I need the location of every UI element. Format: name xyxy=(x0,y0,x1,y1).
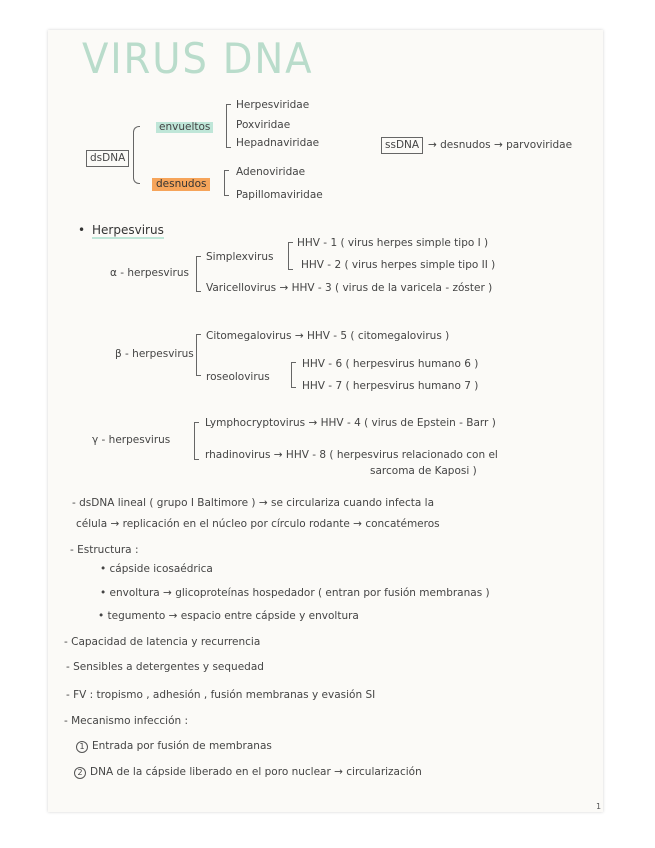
rhadinovirus-item: rhadinovirus → HHV - 8 ( herpesvirus relacionado con el xyxy=(205,449,498,461)
note-sensibles: - Sensibles a detergentes y sequedad xyxy=(66,661,264,673)
alpha-label: α - herpesvirus xyxy=(110,267,189,279)
note-capside: • cápside icosaédrica xyxy=(100,563,213,575)
hhv2-item: HHV - 2 ( virus herpes simple tipo II ) xyxy=(301,259,496,271)
note-dsdna-line2: célula → replicación en el núcleo por círculo rodante → concatémeros xyxy=(76,518,440,530)
page-title: VIRUS DNA xyxy=(82,34,314,83)
herpes-bullet: • xyxy=(78,223,86,237)
roseolovirus: roseolovirus xyxy=(206,371,270,383)
simplexvirus: Simplexvirus xyxy=(206,251,274,263)
hhv7-item: HHV - 7 ( herpesvirus humano 7 ) xyxy=(302,380,479,392)
note-mecanismo: - Mecanismo infección : xyxy=(64,715,189,727)
lymphocryptovirus-item: Lymphocryptovirus → HHV - 4 ( virus de Epstein - Barr ) xyxy=(205,417,496,429)
note-envoltura: • envoltura → glicoproteínas hospedador ( entran por fusión membranas ) xyxy=(100,587,490,599)
herpes-heading-text: Herpesvirus xyxy=(92,223,164,237)
note-fv: - FV : tropismo , adhesión , fusión membranas y evasión SI xyxy=(66,689,376,701)
ssdna-classification: → desnudos → parvoviridae xyxy=(428,139,573,151)
family-papillomaviridae: Papillomaviridae xyxy=(236,189,323,201)
desnudos-label: desnudos xyxy=(152,178,210,191)
gamma-brace xyxy=(194,422,199,460)
citomegalovirus-item: Citomegalovirus → HHV - 5 ( citomegalovirus ) xyxy=(206,330,450,342)
note-step1 xyxy=(76,741,272,753)
hhv6-item: HHV - 6 ( herpesvirus humano 6 ) xyxy=(302,358,479,370)
note-estructura: - Estructura : xyxy=(70,544,139,556)
dsdna-brace xyxy=(133,126,140,184)
simplex-brace xyxy=(288,242,293,270)
step1-text: Entrada por fusión de membranas xyxy=(92,740,272,752)
dsdna-box: dsDNA xyxy=(86,150,129,167)
hhv1-item: HHV - 1 ( virus herpes simple tipo I ) xyxy=(297,237,489,249)
family-poxviridae: Poxviridae xyxy=(236,119,291,131)
note-latencia: - Capacidad de latencia y recurrencia xyxy=(64,636,261,648)
step2-number: 2 xyxy=(74,767,86,779)
herpes-heading xyxy=(92,224,164,236)
note-dsdna-line1: - dsDNA lineal ( grupo I Baltimore ) → se circulariza cuando infecta la xyxy=(72,497,435,509)
desnudos-brace xyxy=(224,170,229,196)
family-herpesviridae: Herpesviridae xyxy=(236,99,310,111)
gamma-label: γ - herpesvirus xyxy=(92,434,171,446)
family-adenoviridae: Adenoviridae xyxy=(236,166,306,178)
varicellovirus-item: Varicellovirus → HHV - 3 ( virus de la varicela - zóster ) xyxy=(206,282,493,294)
roseolo-brace xyxy=(291,362,296,388)
step1-number: 1 xyxy=(76,741,88,753)
note-step2 xyxy=(74,767,422,779)
rhadinovirus-item-cont: sarcoma de Kaposi ) xyxy=(370,465,477,477)
alpha-brace xyxy=(196,256,201,292)
family-hepadnaviridae: Hepadnaviridae xyxy=(236,137,320,149)
beta-label: β - herpesvirus xyxy=(115,348,194,360)
beta-brace xyxy=(196,334,201,376)
envueltos-brace xyxy=(226,104,231,148)
step2-text: DNA de la cápside liberado en el poro nuclear → circularización xyxy=(90,766,422,778)
ssdna-box: ssDNA xyxy=(381,137,423,154)
page-number: 1 xyxy=(596,802,602,811)
note-tegumento: • tegumento → espacio entre cápside y envoltura xyxy=(98,610,359,622)
envueltos-label: envueltos xyxy=(156,122,213,133)
